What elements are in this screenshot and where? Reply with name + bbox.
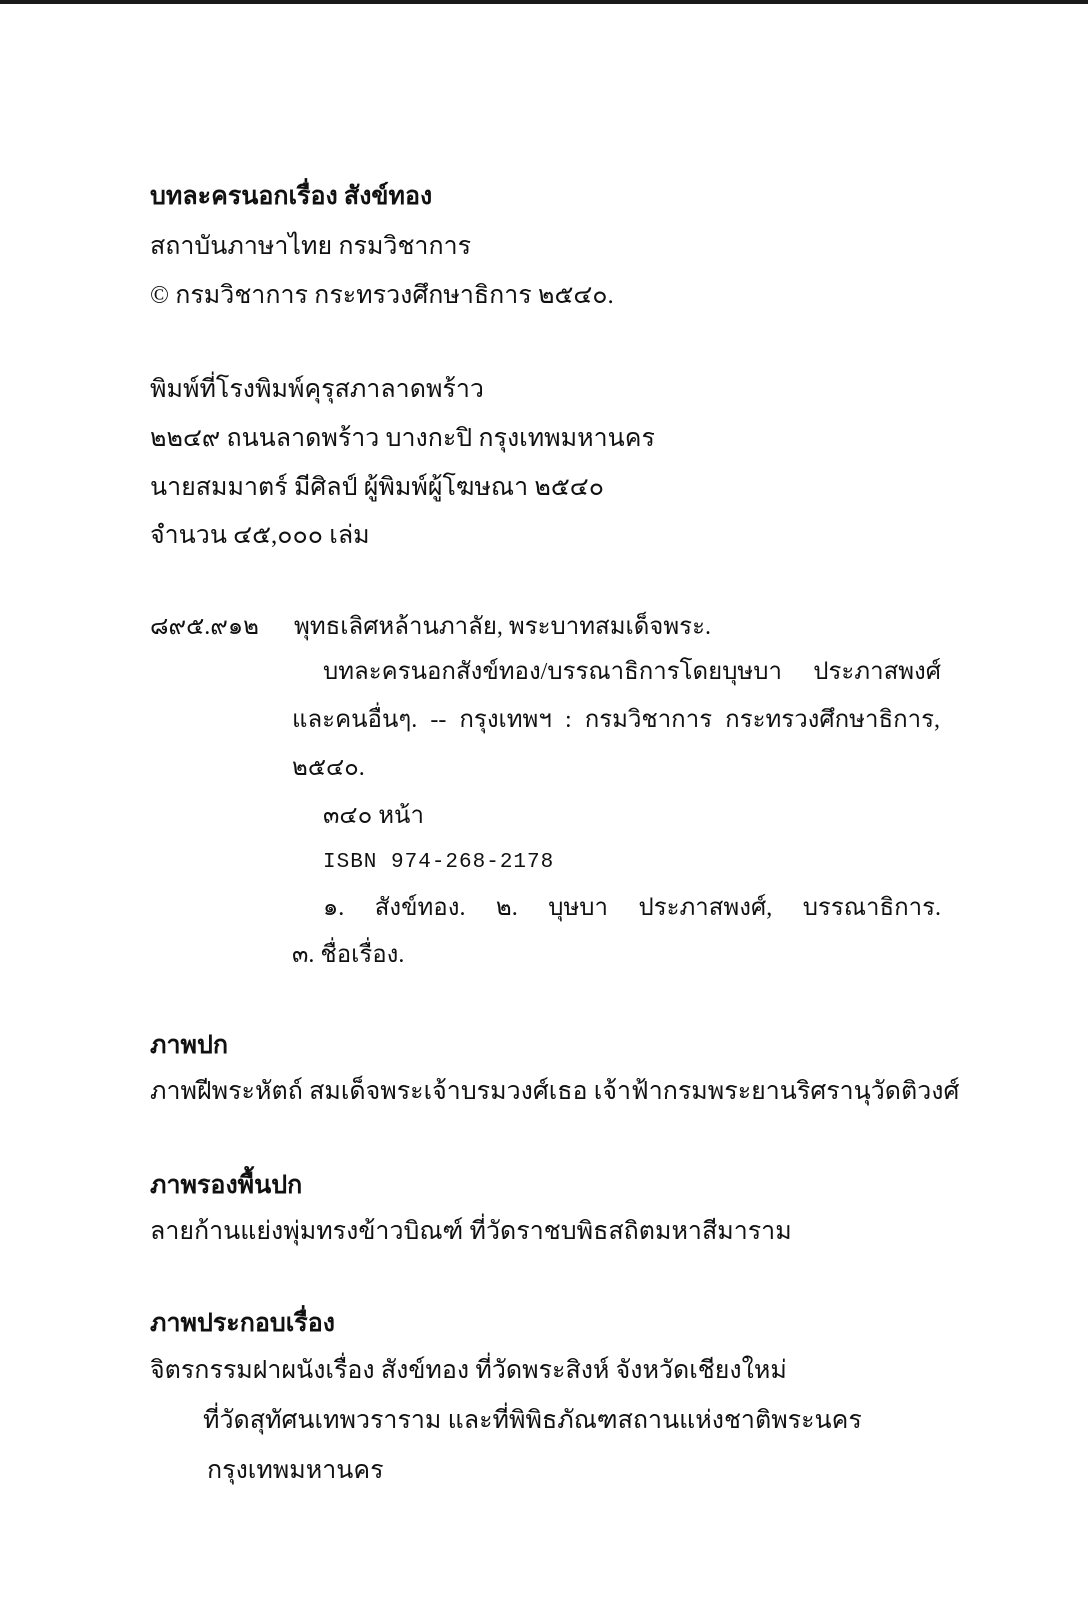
call-number: ๘๙๕.๙๑๒	[150, 614, 259, 640]
printer-address: ๒๒๔๙ ถนนลาดพร้าว บางกะปิ กรุงเทพมหานคร	[150, 425, 655, 452]
catalog-subjects-line-2: ๓. ชื่อเรื่อง.	[292, 942, 405, 968]
book-title: บทละครนอกเรื่อง สังข์ทอง	[150, 183, 433, 210]
illustrations-heading: ภาพประกอบเรื่อง	[150, 1310, 335, 1337]
cover-background-text: ลายก้านแย่งพุ่มทรงข้าวบิณฑ์ ที่วัดราชบพิธสถิตมหาสีมาราม	[150, 1218, 792, 1245]
printer-person: นายสมมาตร์ มีศิลป์ ผู้พิมพ์ผู้โฆษณา ๒๕๔๐	[150, 474, 604, 501]
catalog-title-line-1: บทละครนอกสังข์ทอง/บรรณาธิการโดยบุษบา ประภาสพงศ์	[323, 659, 941, 685]
page-top-edge	[0, 0, 1088, 4]
cover-heading: ภาพปก	[150, 1032, 229, 1059]
copies-count: จำนวน ๔๕,๐๐๐ เล่ม	[150, 522, 370, 549]
printer-name: พิมพ์ที่โรงพิมพ์คุรุสภาลาดพร้าว	[150, 376, 484, 403]
cover-background-heading: ภาพรองพื้นปก	[150, 1172, 303, 1199]
catalog-title-line-2: และคนอื่นๆ. -- กรุงเทพฯ : กรมวิชาการ กระทรวงศึกษาธิการ,	[292, 707, 940, 733]
catalog-pages: ๓๔๐ หน้า	[323, 803, 424, 829]
illustrations-line-2: ที่วัดสุทัศนเทพวราราม และที่พิพิธภัณฑสถานแห่งชาติพระนคร	[203, 1407, 862, 1434]
catalog-author: พุทธเลิศหล้านภาลัย, พระบาทสมเด็จพระ.	[294, 614, 711, 640]
illustrations-line-3: กรุงเทพมหานคร	[207, 1457, 384, 1484]
copyright-line: © กรมวิชาการ กระทรวงศึกษาธิการ ๒๕๔๐.	[150, 282, 614, 309]
publisher-name: สถาบันภาษาไทย กรมวิชาการ	[150, 233, 472, 260]
illustrations-line-1: จิตรกรรมฝาผนังเรื่อง สังข์ทอง ที่วัดพระสิงห์ จังหวัดเชียงใหม่	[150, 1357, 787, 1384]
catalog-title-line-3: ๒๕๔๐.	[292, 755, 365, 781]
catalog-isbn: ISBN 974-268-2178	[323, 851, 555, 874]
cover-text: ภาพฝีพระหัตถ์ สมเด็จพระเจ้าบรมวงศ์เธอ เจ้าฟ้ากรมพระยานริศรานุวัดติวงศ์	[150, 1078, 960, 1105]
catalog-subjects-line-1: ๑. สังข์ทอง. ๒. บุษบา ประภาสพงศ์, บรรณาธิการ.	[323, 895, 941, 921]
